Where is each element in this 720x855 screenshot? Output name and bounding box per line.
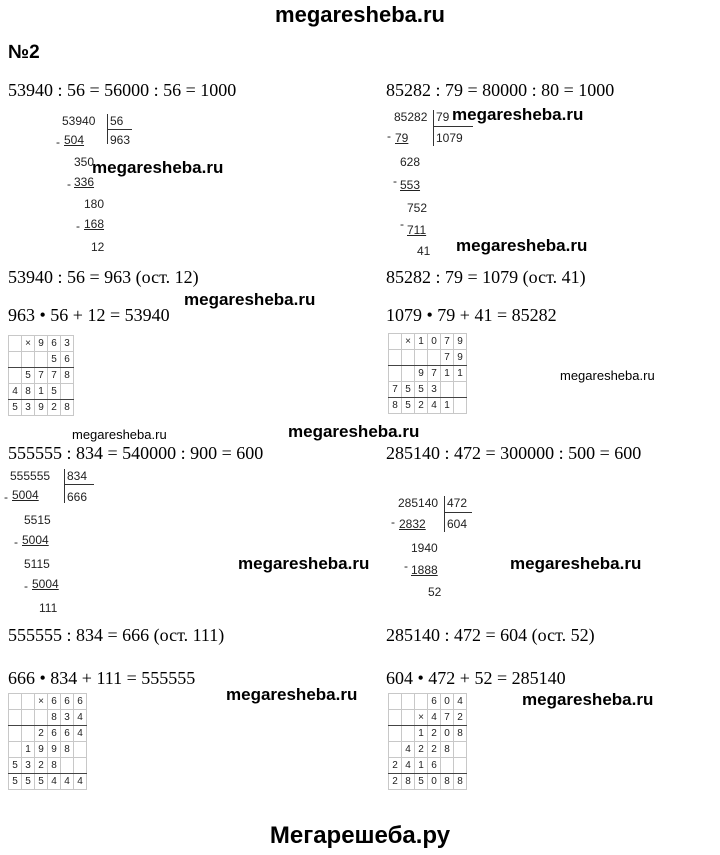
result-equation: 555555 : 834 = 666 (ост. 111) [8,625,225,645]
grid-cell: 5 [9,774,22,790]
grid-cell: 7 [389,382,402,398]
grid-cell: 1 [415,726,428,742]
grid-cell [74,742,87,758]
watermark: megaresheba.ru [522,690,654,709]
grid-cell: 8 [48,710,61,726]
grid-cell [389,742,402,758]
division-rule [107,129,132,130]
result-equation: 53940 : 56 = 963 (ост. 12) [8,267,199,287]
grid-cell [454,398,467,414]
grid-cell [74,758,87,774]
grid-cell: 4 [74,710,87,726]
grid-cell: 5 [22,368,35,384]
grid-cell: 8 [402,774,415,790]
grid-cell: 8 [441,742,454,758]
grid-cell: 5 [9,400,22,416]
multiplication-grid [8,335,74,416]
step-value: 5004 [12,488,39,502]
grid-cell [428,350,441,366]
grid-cell: 0 [428,774,441,790]
multiplication-grid [8,693,87,790]
grid-cell: 7 [441,350,454,366]
grid-cell [22,726,35,742]
long-division: 555555 834 666 - 5004 5515 - 5004 5115 - 5004 111 [10,469,130,621]
grid-cell: 2 [35,758,48,774]
dividend: 555555 [10,469,51,483]
dividend: 285140 [398,496,439,510]
grid-cell [454,758,467,774]
grid-cell [9,742,22,758]
grid-row [389,710,467,726]
grid-cell: 3 [22,400,35,416]
grid-cell: 4 [454,694,467,710]
grid-cell [389,334,402,350]
grid-row [9,694,87,710]
division-rule [433,126,473,127]
grid-cell [441,382,454,398]
step-value: 79 [395,131,409,145]
grid-cell: 8 [454,726,467,742]
dividend: 53940 [62,114,96,128]
grid-cell: 6 [61,726,74,742]
quotient: 604 [447,517,468,531]
grid-cell: 1 [22,742,35,758]
grid-cell: 6 [48,726,61,742]
grid-row [389,398,467,414]
quotient: 963 [110,133,131,147]
grid-cell [9,726,22,742]
grid-row [9,758,87,774]
grid-cell: 6 [61,694,74,710]
long-division: 285140 472 604 - 2832 1940 - 1888 52 [398,496,518,606]
grid-cell [402,366,415,382]
step-value: 5004 [32,577,59,591]
watermark: megaresheba.ru [510,554,642,573]
grid-cell [61,384,74,400]
grid-cell: 8 [454,774,467,790]
step-value: 180 [84,197,105,211]
grid-cell: 2 [454,710,467,726]
grid-row [9,400,74,416]
grid-row [9,336,74,352]
grid-row [389,334,467,350]
grid-cell [9,694,22,710]
grid-cell: 2 [428,742,441,758]
grid-cell [402,350,415,366]
grid-cell: 8 [48,758,61,774]
grid-cell: 6 [428,694,441,710]
grid-row [389,350,467,366]
watermark: megaresheba.ru [456,236,588,255]
grid-cell: 9 [48,742,61,758]
grid-cell: × [415,710,428,726]
division-bar [433,110,434,146]
grid-cell: 5 [35,774,48,790]
grid-cell: 8 [441,774,454,790]
quotient: 1079 [436,131,463,145]
grid-row [389,726,467,742]
check-equation: 604 • 472 + 52 = 285140 [386,668,566,688]
estimate-equation: 53940 : 56 = 56000 : 56 = 1000 [8,80,237,100]
step-value: 5004 [22,533,49,547]
step-value: 168 [84,217,105,231]
step-value: 41 [417,244,431,258]
grid-cell: 9 [415,366,428,382]
grid-cell: 8 [61,400,74,416]
grid-row [9,368,74,384]
grid-cell: × [402,334,415,350]
grid-cell: 2 [415,742,428,758]
grid-cell: 6 [48,336,61,352]
step-value: 12 [91,240,105,254]
grid-cell: 9 [35,742,48,758]
grid-cell [22,710,35,726]
watermark: megaresheba.ru [452,105,584,124]
grid-cell [415,694,428,710]
division-bar [64,469,65,503]
long-division: 85282 79 1079 - 79 628 - 553 752 - 711 41 [394,110,514,260]
watermark: megaresheba.ru [288,422,420,441]
step-value: 111 [39,601,58,615]
grid-cell: × [35,694,48,710]
grid-cell: 2 [48,400,61,416]
grid-cell: 0 [441,694,454,710]
check-equation: 666 • 834 + 111 = 555555 [8,668,196,688]
watermark: megaresheba.ru [560,368,655,383]
grid-cell: 9 [35,336,48,352]
grid-cell: 5 [415,774,428,790]
step-value: 336 [74,175,95,189]
grid-cell [61,758,74,774]
step-value: 2832 [399,517,426,531]
estimate-equation: 555555 : 834 = 540000 : 900 = 600 [8,443,264,463]
grid-row [9,726,87,742]
grid-cell [9,710,22,726]
grid-cell: 2 [35,726,48,742]
grid-cell: 1 [441,366,454,382]
grid-cell: 0 [428,334,441,350]
grid-cell [9,336,22,352]
grid-cell: 1 [415,334,428,350]
estimate-equation: 285140 : 472 = 300000 : 500 = 600 [386,443,642,463]
divisor: 834 [67,469,88,483]
grid-cell: × [22,336,35,352]
step-value: 504 [64,133,85,147]
grid-row [389,774,467,790]
grid-row [389,366,467,382]
step-value: 628 [400,155,421,169]
multiplication-grid [388,333,467,414]
grid-cell: 5 [48,352,61,368]
dividend: 85282 [394,110,428,124]
division-rule [64,484,94,485]
grid-cell: 1 [441,398,454,414]
grid-cell: 4 [428,398,441,414]
grid-cell [389,726,402,742]
grid-cell: 2 [428,726,441,742]
grid-cell: 4 [61,774,74,790]
grid-cell [402,710,415,726]
grid-row [389,742,467,758]
division-rule [444,512,472,513]
watermark: megaresheba.ru [184,290,316,309]
grid-cell: 4 [74,726,87,742]
grid-row [389,382,467,398]
grid-cell: 8 [22,384,35,400]
grid-cell: 7 [35,368,48,384]
step-value: 553 [400,178,421,192]
check-equation: 1079 • 79 + 41 = 85282 [386,305,557,325]
grid-cell: 8 [389,398,402,414]
step-value: 5515 [24,513,51,527]
grid-cell: 3 [428,382,441,398]
grid-cell: 6 [48,694,61,710]
grid-cell: 2 [389,758,402,774]
grid-cell: 3 [61,336,74,352]
grid-cell: 0 [441,726,454,742]
step-value: 52 [428,585,442,599]
watermark: megaresheba.ru [92,158,224,177]
grid-cell [22,352,35,368]
divisor: 56 [110,114,124,128]
grid-cell: 4 [402,742,415,758]
division-bar [444,496,445,532]
grid-cell: 5 [402,382,415,398]
grid-cell: 4 [402,758,415,774]
step-value: 752 [407,201,428,215]
grid-cell: 9 [35,400,48,416]
grid-row [9,774,87,790]
grid-cell: 4 [48,774,61,790]
grid-cell [441,758,454,774]
grid-cell: 8 [61,742,74,758]
grid-cell: 3 [61,710,74,726]
grid-cell [22,694,35,710]
grid-cell [389,694,402,710]
grid-cell [415,350,428,366]
grid-cell: 6 [428,758,441,774]
grid-cell: 8 [61,368,74,384]
watermark: megaresheba.ru [238,554,370,573]
grid-cell: 2 [389,774,402,790]
grid-cell: 5 [9,758,22,774]
grid-cell: 9 [454,350,467,366]
grid-cell [454,742,467,758]
grid-cell: 5 [48,384,61,400]
result-equation: 285140 : 472 = 604 (ост. 52) [386,625,595,645]
watermark: megaresheba.ru [72,427,167,442]
check-equation: 963 • 56 + 12 = 53940 [8,305,170,325]
grid-cell: 3 [22,758,35,774]
grid-row [389,758,467,774]
grid-cell [389,366,402,382]
grid-cell [402,694,415,710]
grid-cell: 5 [415,382,428,398]
grid-cell [9,352,22,368]
grid-cell [454,382,467,398]
grid-cell: 7 [441,334,454,350]
grid-cell [389,350,402,366]
grid-cell: 6 [74,694,87,710]
quotient: 666 [67,490,88,504]
grid-cell: 6 [61,352,74,368]
step-value: 1888 [411,563,438,577]
grid-cell: 1 [415,758,428,774]
multiplication-grid [388,693,467,790]
grid-cell: 2 [415,398,428,414]
grid-cell: 4 [9,384,22,400]
step-value: 711 [407,223,427,237]
grid-row [9,742,87,758]
grid-cell [389,710,402,726]
grid-cell: 1 [454,366,467,382]
divisor: 472 [447,496,468,510]
estimate-equation: 85282 : 79 = 80000 : 80 = 1000 [386,80,615,100]
long-division: 53940 56 963 - 504 350 - 336 180 - 168 12 [56,114,131,254]
step-value: 350 [74,155,95,169]
grid-cell [9,368,22,384]
task-number: №2 [8,42,40,63]
result-equation: 85282 : 79 = 1079 (ост. 41) [386,267,586,287]
grid-cell: 7 [48,368,61,384]
step-value: 5115 [24,557,50,571]
step-value: 1940 [411,541,438,555]
site-footer[interactable]: Мегарешеба.ру [269,822,451,849]
grid-row [9,384,74,400]
grid-cell [402,726,415,742]
grid-cell: 5 [402,398,415,414]
divisor: 79 [436,110,450,124]
watermark: megaresheba.ru [226,685,358,704]
grid-cell: 5 [22,774,35,790]
grid-cell: 9 [454,334,467,350]
grid-row [9,710,87,726]
grid-cell: 1 [35,384,48,400]
grid-cell: 4 [74,774,87,790]
grid-row [389,694,467,710]
grid-row [9,352,74,368]
grid-cell: 7 [428,366,441,382]
grid-cell: 4 [428,710,441,726]
grid-cell: 7 [441,710,454,726]
site-header[interactable]: megaresheba.ru [275,2,445,27]
grid-cell [35,710,48,726]
grid-cell [35,352,48,368]
